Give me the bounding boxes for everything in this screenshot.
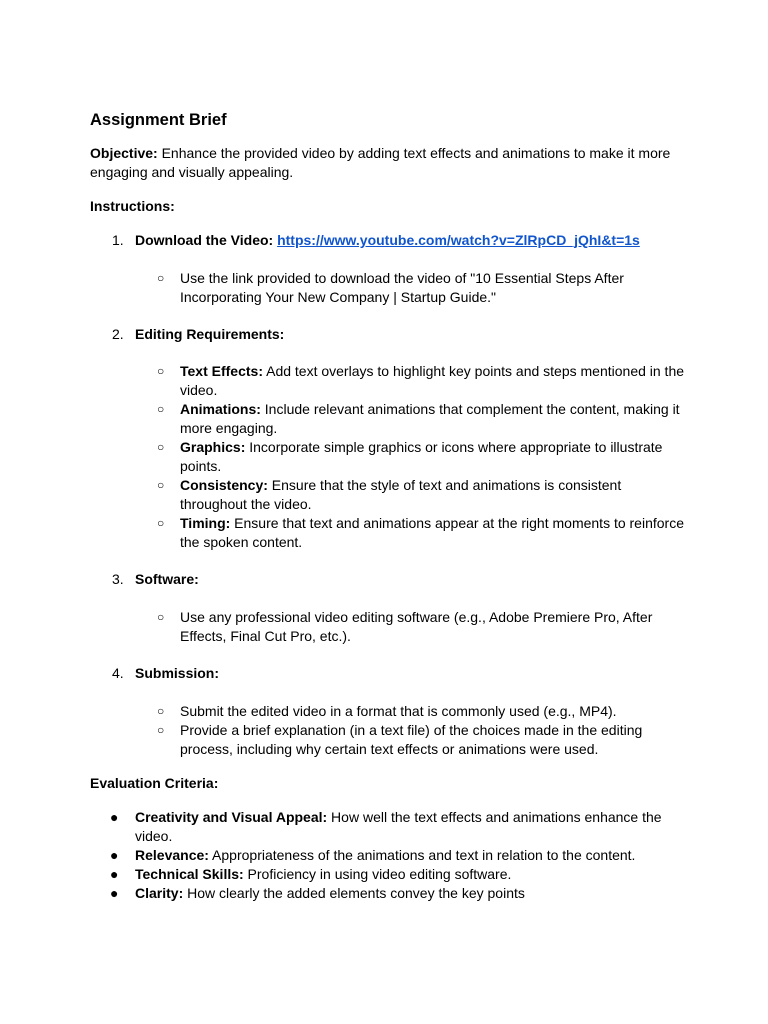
list-item <box>90 702 685 721</box>
instruction-number: 2. <box>112 326 124 342</box>
instruction-item-2 <box>90 325 685 344</box>
evaluation-list <box>90 808 685 903</box>
instruction-1-sublist <box>90 269 685 307</box>
instruction-label: Software: <box>135 571 199 587</box>
list-item-label: Animations: <box>180 401 261 417</box>
list-item-text: Provide a brief explanation (in a text file) of the choices made in the editing process, including why certain text effects or animations were used. <box>180 722 643 757</box>
list-item-label: Text Effects: <box>180 363 263 379</box>
list-item <box>90 865 685 884</box>
video-link[interactable]: https://www.youtube.com/watch?v=ZlRpCD_jQhI&t=1s <box>277 232 640 248</box>
list-item <box>90 362 685 400</box>
disc-bullet-icon: ● <box>110 866 119 882</box>
list-item <box>90 846 685 865</box>
instruction-number: 4. <box>112 665 124 681</box>
list-item <box>90 269 685 307</box>
list-item-text: Appropriateness of the animations and text in relation to the content. <box>208 847 636 863</box>
list-item-text: Use the link provided to download the video of "10 Essential Steps After Incorporating Your New Company | Startup Guide." <box>180 270 624 305</box>
list-item-text: Submit the edited video in a format that is commonly used (e.g., MP4). <box>180 703 617 719</box>
instruction-item-1 <box>90 231 685 250</box>
circle-bullet-icon: ○ <box>157 478 165 492</box>
list-item <box>90 438 685 476</box>
circle-bullet-icon: ○ <box>157 516 165 530</box>
instruction-3-sublist <box>90 608 685 646</box>
list-item-label: Technical Skills: <box>135 866 244 882</box>
list-item-label: Consistency: <box>180 477 268 493</box>
list-item-text: Incorporate simple graphics or icons where appropriate to illustrate points. <box>180 439 663 474</box>
evaluation-heading: Evaluation Criteria: <box>90 775 219 791</box>
circle-bullet-icon: ○ <box>157 610 165 624</box>
list-item <box>90 514 685 552</box>
objective-paragraph <box>90 144 685 182</box>
list-item-text: Ensure that text and animations appear at the right moments to reinforce the spoken content. <box>180 515 684 550</box>
circle-bullet-icon: ○ <box>157 271 165 285</box>
instruction-number: 1. <box>112 232 124 248</box>
instruction-4-sublist <box>90 702 685 759</box>
circle-bullet-icon: ○ <box>157 723 165 737</box>
instruction-2-sublist <box>90 362 685 552</box>
list-item <box>90 608 685 646</box>
circle-bullet-icon: ○ <box>157 364 165 378</box>
instruction-number: 3. <box>112 571 124 587</box>
circle-bullet-icon: ○ <box>157 402 165 416</box>
circle-bullet-icon: ○ <box>157 704 165 718</box>
list-item-label: Timing: <box>180 515 231 531</box>
list-item <box>90 808 685 846</box>
objective-label: Objective: <box>90 145 158 161</box>
list-item-text: How clearly the added elements convey the key points <box>183 885 525 901</box>
list-item-text: Ensure that the style of text and animations is consistent throughout the video. <box>180 477 622 512</box>
document-page <box>90 108 685 903</box>
list-item <box>90 884 685 903</box>
list-item-label: Clarity: <box>135 885 184 901</box>
list-item-text: Use any professional video editing software (e.g., Adobe Premiere Pro, After Effects, Final Cut Pro, etc.). <box>180 609 653 644</box>
list-item-label: Creativity and Visual Appeal: <box>135 809 328 825</box>
instruction-item-3 <box>90 570 685 589</box>
instructions-heading: Instructions: <box>90 198 175 214</box>
objective-text: Enhance the provided video by adding text effects and animations to make it more engaging and visually appealing. <box>90 145 671 180</box>
list-item-text: Proficiency in using video editing software. <box>243 866 512 882</box>
list-item <box>90 476 685 514</box>
list-item-label: Graphics: <box>180 439 246 455</box>
disc-bullet-icon: ● <box>110 847 119 863</box>
disc-bullet-icon: ● <box>110 885 119 901</box>
instruction-label: Editing Requirements: <box>135 326 285 342</box>
instruction-label: Submission: <box>135 665 220 681</box>
list-item <box>90 400 685 438</box>
list-item-text: How well the text effects and animations enhance the video. <box>135 809 662 844</box>
list-item-text: Include relevant animations that complement the content, making it more engaging. <box>180 401 680 436</box>
list-item-text: Add text overlays to highlight key points and steps mentioned in the video. <box>180 363 685 398</box>
instruction-item-4 <box>90 664 685 683</box>
list-item-label: Relevance: <box>135 847 209 863</box>
circle-bullet-icon: ○ <box>157 440 165 454</box>
disc-bullet-icon: ● <box>110 809 119 825</box>
instruction-label: Download the Video: <box>135 232 274 248</box>
list-item <box>90 721 685 759</box>
page-title: Assignment Brief <box>90 111 227 129</box>
